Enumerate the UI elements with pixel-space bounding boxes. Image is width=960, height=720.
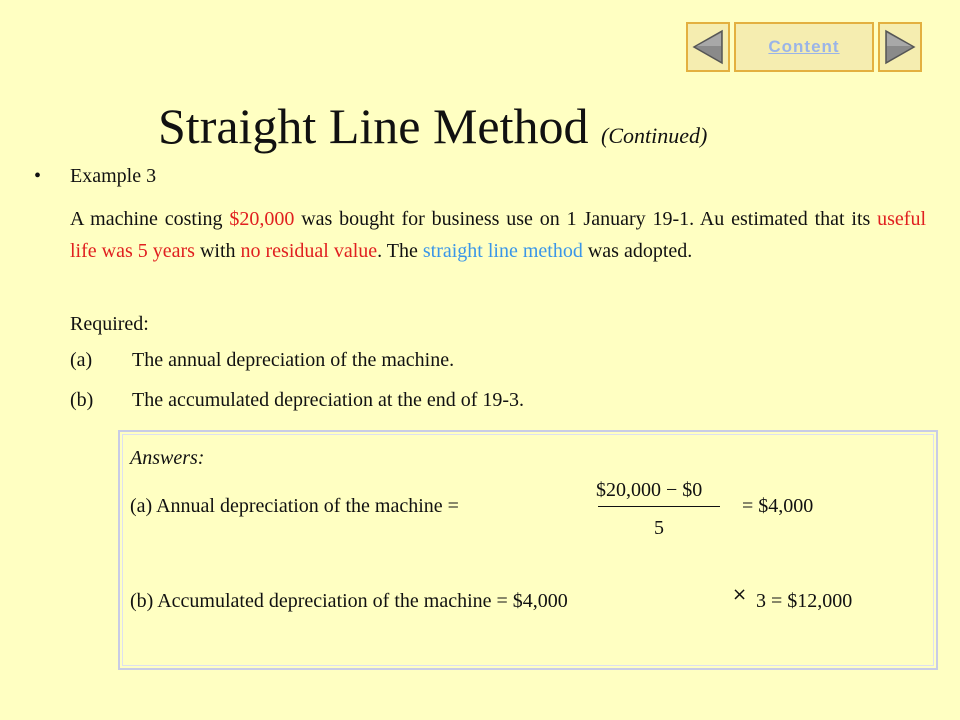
answer-b-text: (b) Accumulated depreciation of the machine = $4,000 <box>130 590 568 612</box>
previous-slide-button[interactable] <box>686 22 730 72</box>
highlight-method: straight line method <box>422 240 583 262</box>
bullet-point: • <box>34 165 42 187</box>
content-link-label[interactable]: Content <box>768 37 840 56</box>
triangle-left-icon <box>690 28 726 66</box>
question-a-label: (a) <box>70 349 93 371</box>
question-b-text: The accumulated depreciation at the end of 19-3. <box>132 389 525 411</box>
next-slide-button[interactable] <box>878 22 922 72</box>
slide-title <box>158 96 707 166</box>
highlight-residual-value: no residual value <box>240 240 378 262</box>
content-link-button[interactable] <box>734 22 874 72</box>
example-label: Example 3 <box>70 165 157 187</box>
paragraph-text: . The <box>377 240 423 262</box>
answers-heading: Answers: <box>130 447 205 469</box>
example-paragraph <box>70 203 926 267</box>
answers-box <box>118 430 938 670</box>
title-subtitle: (Continued) <box>601 123 708 148</box>
paragraph-text: was bought for business use on 1 January 19-1. Au estimated that its <box>294 208 878 230</box>
required-label: Required: <box>70 313 149 335</box>
answer-a-text: (a) Annual depreciation of the machine = <box>130 495 459 517</box>
highlight-cost: $20,000 <box>229 208 295 230</box>
triangle-right-icon <box>882 28 918 66</box>
fraction-bar <box>598 506 720 507</box>
question-b-label: (b) <box>70 389 94 411</box>
answer-a-result: = $4,000 <box>742 495 814 517</box>
fraction-denominator: 5 <box>654 517 664 539</box>
title-main: Straight Line Method <box>158 98 589 154</box>
question-a-text: The annual depreciation of the machine. <box>132 349 455 371</box>
paragraph-text: with <box>194 240 241 262</box>
highlight-useful-life: useful life was 5 years <box>70 208 927 262</box>
answer-b-result: 3 = $12,000 <box>756 590 853 612</box>
paragraph-text: was adopted. <box>582 240 693 262</box>
paragraph-text: A machine costing <box>70 208 230 230</box>
multiply-sign: × <box>732 584 748 605</box>
fraction-numerator: $20,000 − $0 <box>596 479 703 501</box>
